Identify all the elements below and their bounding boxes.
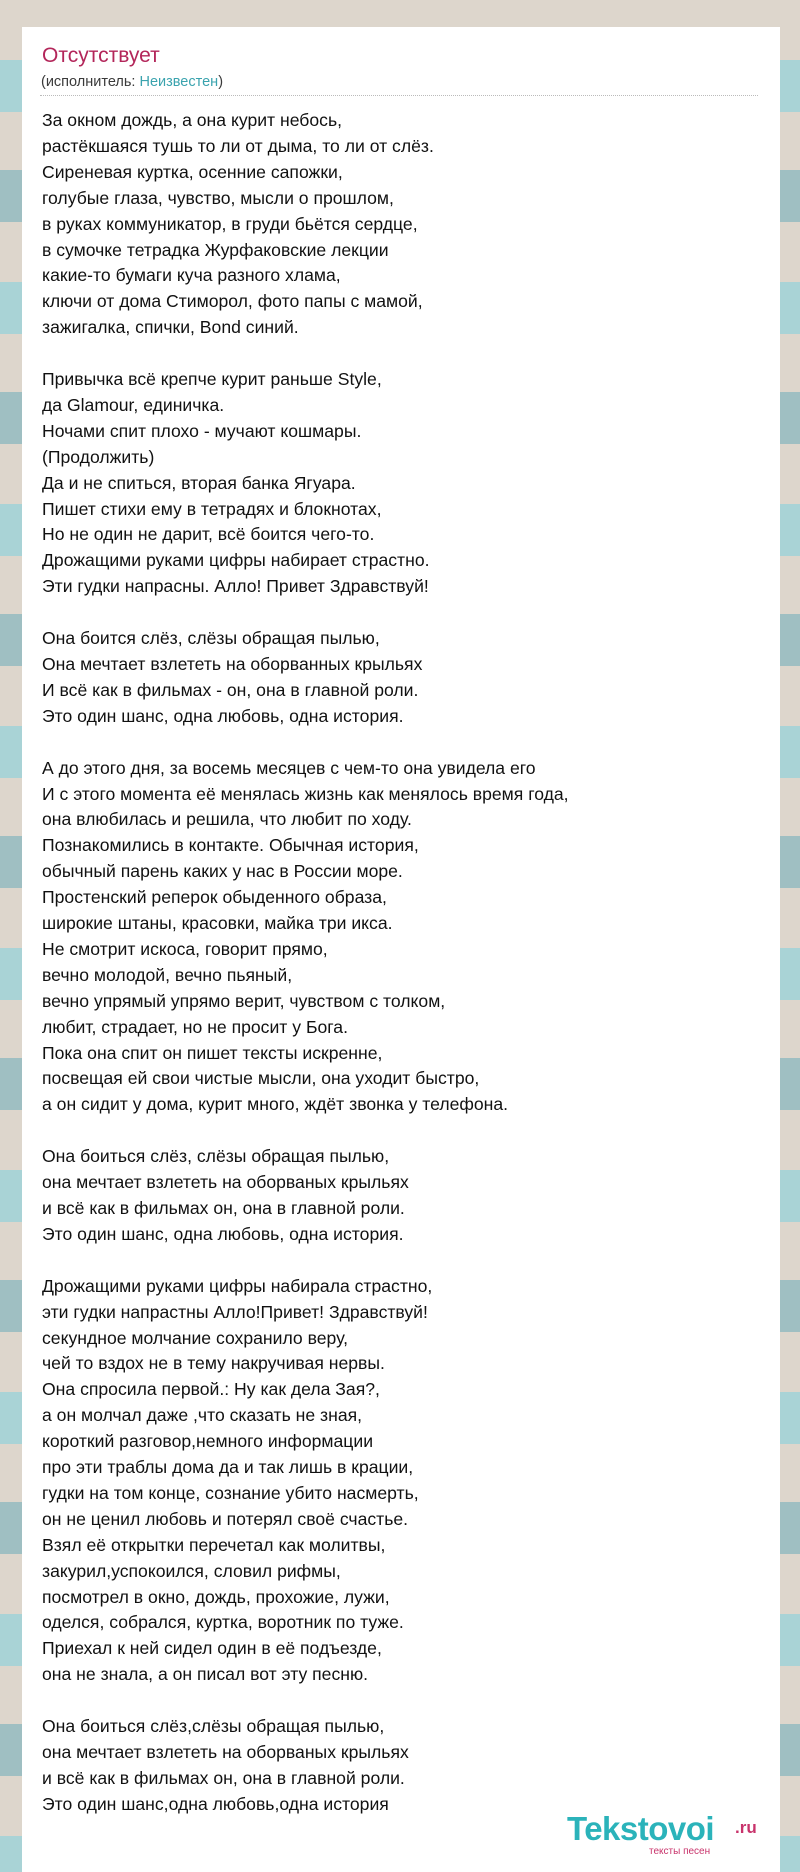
lyrics-line: Но не один не дарит, всё боится чего-то. (42, 524, 375, 545)
lyrics-line: она мечтает взлететь на оборваных крыльях (42, 1172, 409, 1193)
lyrics-line: И с этого момента её менялась жизнь как менялось время года, (42, 783, 569, 804)
lyrics-stanza (42, 367, 758, 600)
logo-tld: .ru (735, 1818, 757, 1837)
artist-suffix: ) (218, 74, 224, 90)
lyrics-stanza (42, 626, 758, 730)
lyrics-stanza (42, 756, 758, 1119)
lyrics-line: вечно молодой, вечно пьяный, (42, 964, 293, 985)
lyrics-line: она не знала, а он писал вот эту песню. (42, 1664, 369, 1685)
lyrics-line: Пока она спит он пишет тексты искренне, (42, 1042, 383, 1063)
lyrics-line: Это один шанс, одна любовь, одна история. (42, 1223, 404, 1244)
lyrics-line: про эти траблы дома да и так лишь в крации, (42, 1457, 414, 1478)
lyrics-line: да Glamour, единичка. (42, 394, 225, 415)
lyrics-line: голубые глаза, чувство, мысли о прошлом, (42, 187, 394, 208)
lyrics-line: Привычка всё крепче курит раньше Style, (42, 369, 382, 390)
lyrics-line: короткий разговор,немного информации (42, 1431, 374, 1452)
lyrics-line: в руках коммуникатор, в груди бьётся сердце, (42, 213, 418, 234)
lyrics-line: в сумочке тетрадка Журфаковские лекции (42, 239, 389, 260)
lyrics-line: а он молчал даже ,что сказать не зная, (42, 1405, 363, 1426)
lyrics-line: широкие штаны, красовки, майка три икса. (42, 913, 393, 934)
lyrics-line: и всё как в фильмах он, она в главной роли. (42, 1767, 405, 1788)
lyrics-line: гудки на том конце, сознание убито насмерть, (42, 1482, 419, 1503)
lyrics-line: Это один шанс,одна любовь,одна история (42, 1793, 389, 1814)
lyrics-line: и всё как в фильмах он, она в главной роли. (42, 1198, 405, 1218)
lyrics-stanza (42, 1274, 758, 1689)
lyrics-line: Она боиться слёз,слёзы обращая пылью, (42, 1716, 385, 1737)
lyrics-line: Простенский реперок обыденного образа, (42, 887, 387, 908)
lyrics-line: Приехал к ней сидел один в её подъезде, (42, 1638, 382, 1659)
lyrics-line: зажигалка, спички, Bond синий. (42, 317, 299, 338)
lyrics-line: вечно упрямый упрямо верит, чувством с толком, (42, 990, 446, 1011)
lyrics-line: какие-то бумаги куча разного хлама, (42, 265, 341, 286)
lyrics-line: закурил,успокоился, словил рифмы, (42, 1560, 341, 1581)
lyrics-line: Она боиться слёз, слёзы обращая пылью, (42, 1146, 390, 1167)
lyrics-stanza (42, 1144, 758, 1248)
lyrics-line: Не смотрит искоса, говорит прямо, (42, 938, 328, 959)
lyrics-stanza (42, 1714, 758, 1818)
lyrics-line: растёкшаяся тушь то ли от дыма, то ли от слёз. (42, 135, 434, 156)
lyrics-stanza (42, 108, 758, 341)
lyrics-line: секундное молчание сохранило веру, (42, 1327, 349, 1348)
lyrics-line: Да и не спиться, вторая банка Ягуара. (42, 472, 356, 493)
lyrics-line: А до этого дня, за восемь месяцев с чем-то она увидела его (42, 757, 536, 778)
lyrics-line: Это один шанс, одна любовь, одна история. (42, 705, 404, 726)
lyrics-line: Взял её открытки перечетал как молитвы, (42, 1534, 386, 1555)
artist-link[interactable]: Неизвестен (139, 74, 219, 90)
logo-tagline: тексты песен (649, 1846, 711, 1857)
song-title: Отсутствует (42, 44, 160, 67)
lyrics-line: Дрожащими руками цифры набирала страстно, (42, 1275, 433, 1296)
logo-wordmark: Tekstovoi (567, 1810, 715, 1847)
lyrics-line: она влюбилась и решила, что любит по ходу. (42, 809, 412, 830)
lyrics-line: Дрожащими руками цифры набирает страстно. (42, 550, 430, 571)
site-logo[interactable] (567, 1810, 762, 1862)
lyrics-line: оделся, собрался, куртка, воротник по туже. (42, 1612, 404, 1633)
lyrics-line: а он сидит у дома, курит много, ждёт звонка у телефона. (42, 1094, 509, 1115)
lyrics-line: Познакомились в контакте. Обычная история, (42, 835, 419, 856)
lyrics-text (42, 108, 758, 1844)
lyrics-page (22, 27, 780, 1872)
lyrics-line: (Продолжить) (42, 446, 155, 467)
lyrics-line: посмотрел в окно, дождь, прохожие, лужи, (42, 1586, 390, 1607)
lyrics-line: Пишет стихи ему в тетрадях и блокнотах, (42, 498, 382, 519)
lyrics-line: Эти гудки напрасны. Алло! Привет Здравствуй! (42, 576, 429, 597)
lyrics-line: Она спросила первой.: Ну как дела Зая?, (42, 1379, 380, 1400)
lyrics-line: посвещая ей свои чистые мысли, она уходит быстро, (42, 1068, 480, 1089)
artist-line (41, 73, 223, 91)
lyrics-line: любит, страдает, но не просит у Бога. (42, 1016, 348, 1037)
lyrics-line: ключи от дома Стиморол, фото папы с мамой, (42, 291, 423, 312)
lyrics-line: И всё как в фильмах - он, она в главной роли. (42, 679, 419, 700)
lyrics-line: чей то вздох не в тему накручивая нервы. (42, 1353, 385, 1374)
lyrics-line: За окном дождь, а она курит небось, (42, 110, 343, 130)
artist-prefix: (исполнитель: (41, 74, 140, 90)
lyrics-line: Она боится слёз, слёзы обращая пылью, (42, 628, 380, 649)
lyrics-line: Ночами спит плохо - мучают кошмары. (42, 420, 362, 441)
lyrics-line: Она мечтает взлететь на оборванных крыльях (42, 654, 423, 674)
lyrics-line: обычный парень каких у нас в России море. (42, 861, 403, 882)
lyrics-line: Сиреневая куртка, осенние сапожки, (42, 161, 343, 182)
lyrics-line: он не ценил любовь и потерял своё счастье. (42, 1508, 409, 1529)
lyrics-line: она мечтает взлететь на оборваных крыльях (42, 1742, 409, 1762)
lyrics-line: эти гудки напрастны Алло!Привет! Здравствуй! (42, 1301, 428, 1322)
header-divider (40, 95, 758, 96)
